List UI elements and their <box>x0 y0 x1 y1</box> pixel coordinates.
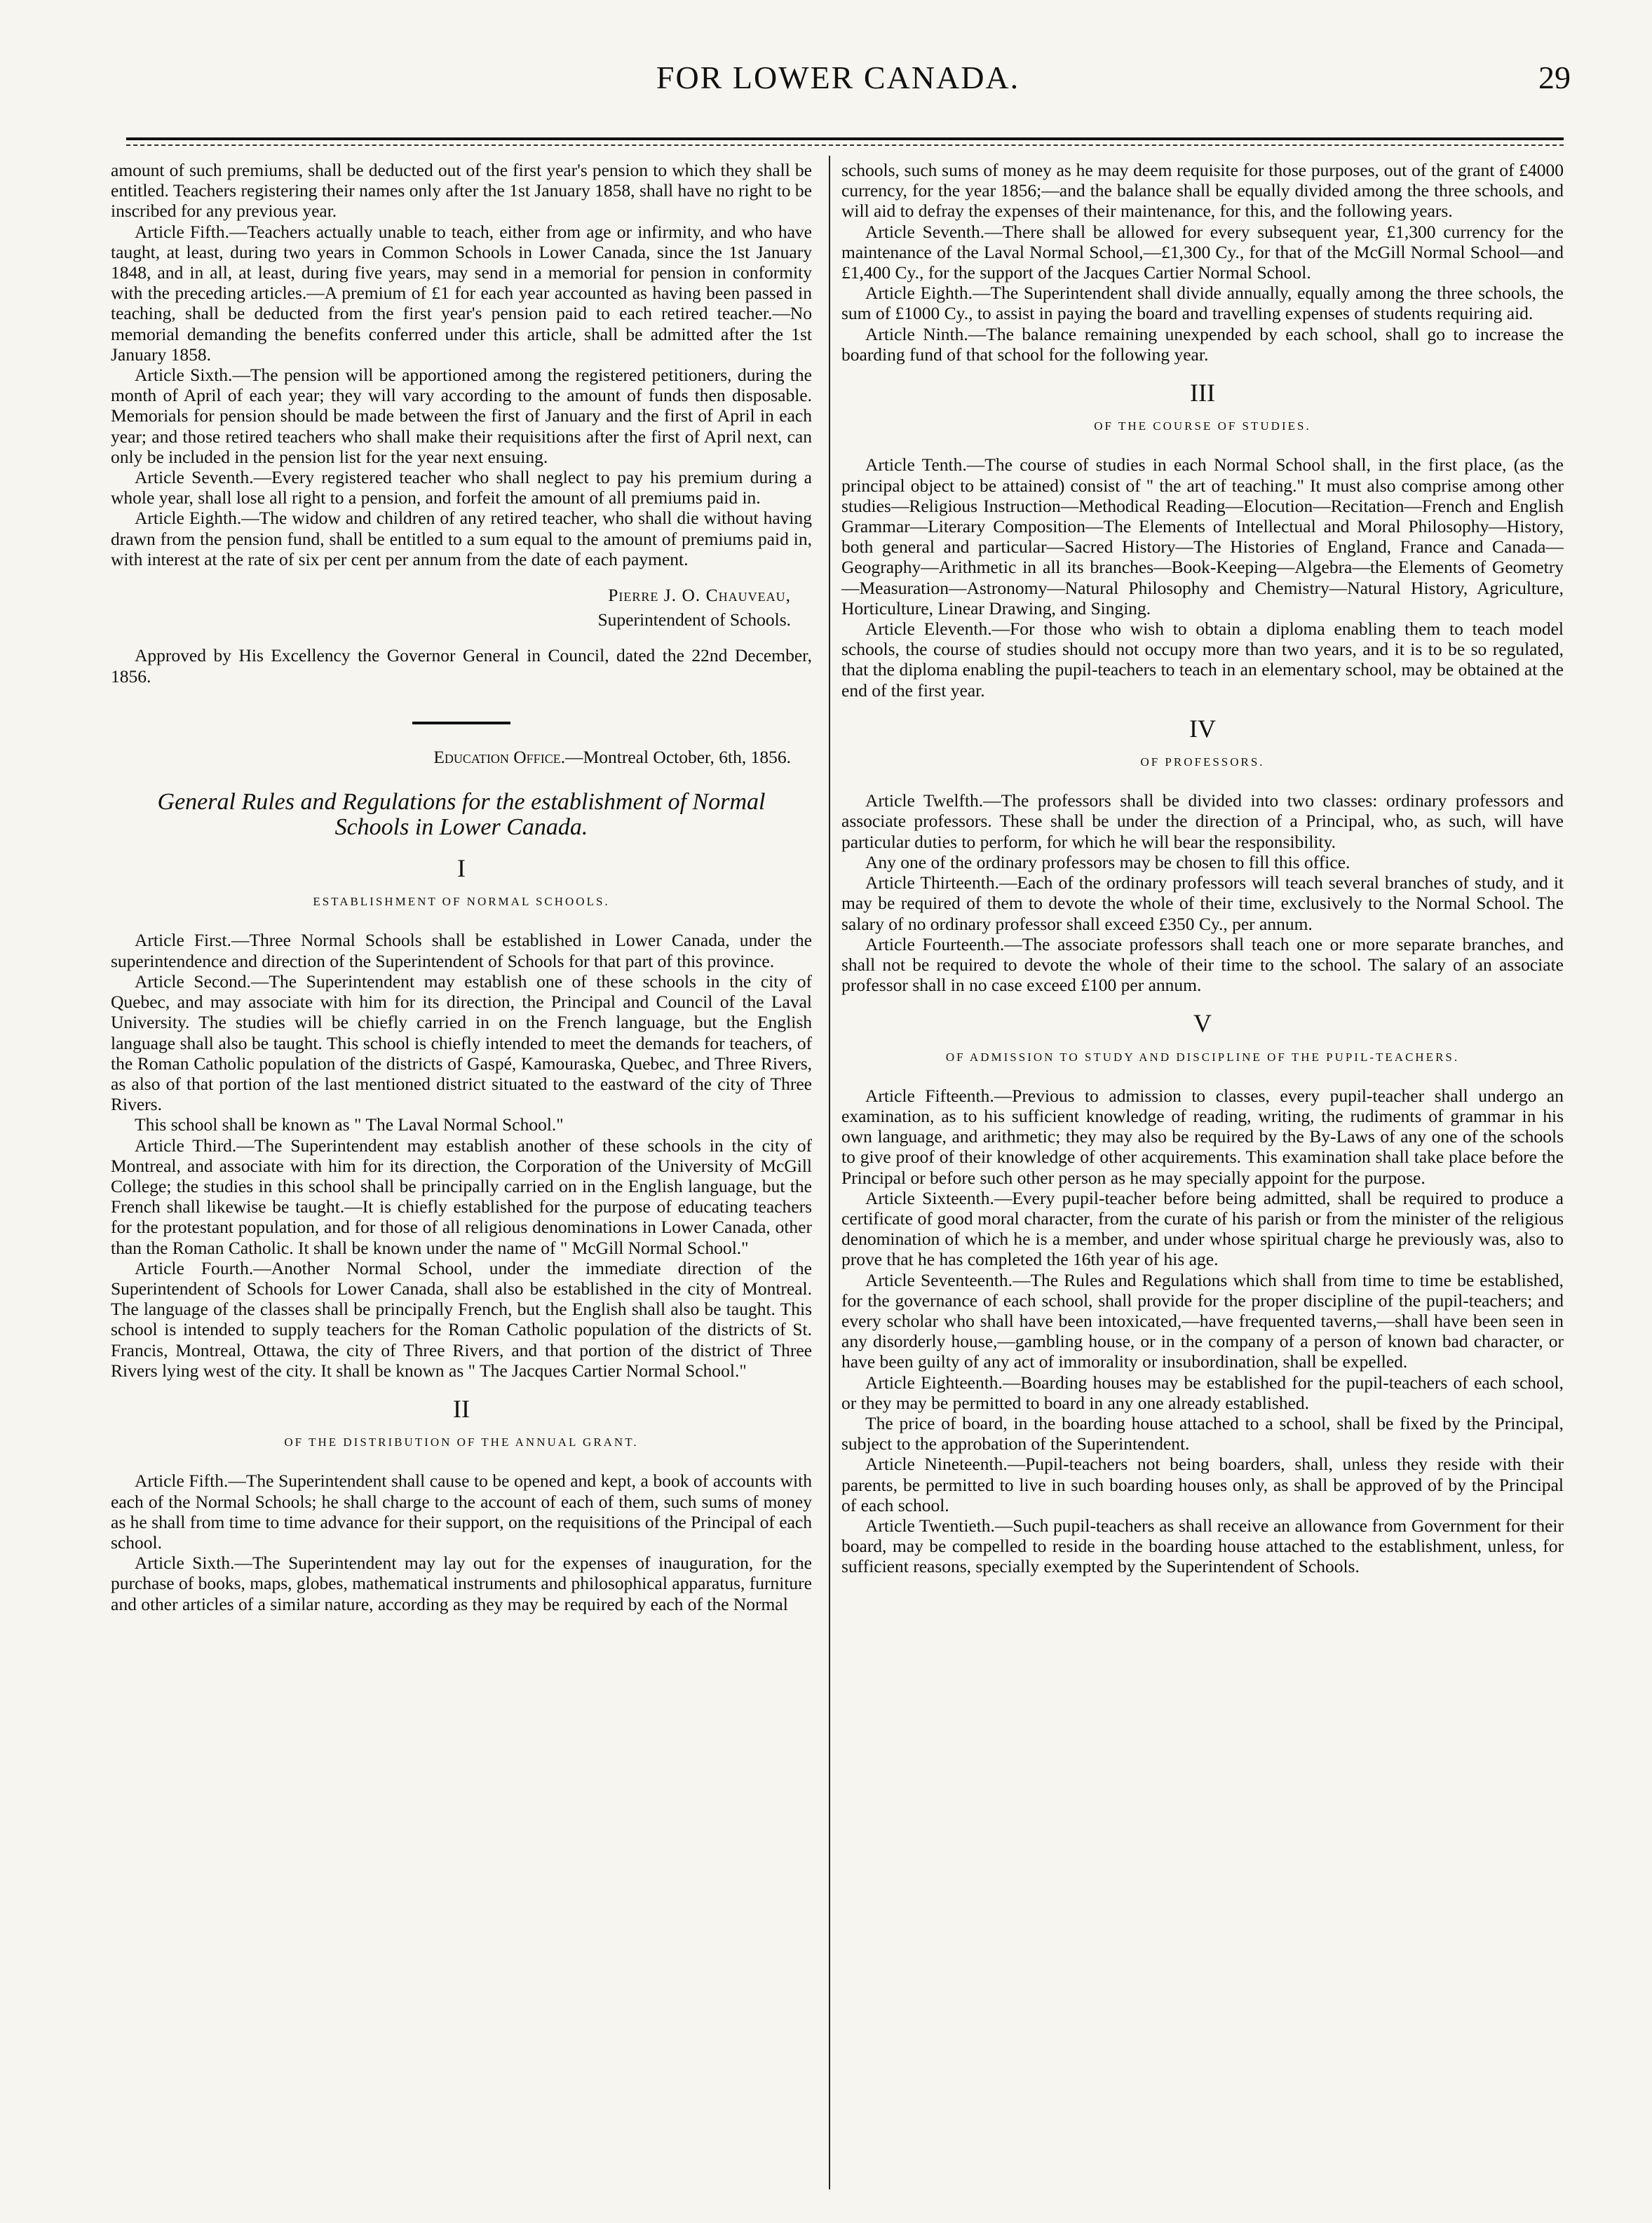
paragraph: Article Seventh.—There shall be allowed for every subsequent year, £1,300 currency for the maintenance of the Laval Normal School,—£1,300 Cy., for that of the McGill Normal School—and £1,400 Cy., for the support of the Jacques Cartier Normal School. <box>841 221 1564 283</box>
section-divider <box>412 722 510 724</box>
section-number: I <box>457 854 466 883</box>
office-date: —Montreal October, 6th, 1856. <box>565 746 791 767</box>
right-column <box>841 160 1564 1577</box>
paragraph: Article Fourteenth.—The associate professors shall teach one or more separate branches, and shall not be required to devote the whole of their time to the school. The salary of an associate professor shall in no case exceed £100 per annum. <box>841 933 1564 996</box>
paragraph: Article Seventh.—Every registered teacher who shall neglect to pay his premium during a whole year, shall lose all right to a pension, and forfeit the amount of all premiums paid in. <box>111 467 812 508</box>
section-heading: OF THE COURSE OF STUDIES. <box>1094 419 1311 433</box>
header-rule-dashed <box>126 144 1564 146</box>
signature-title: Superintendent of Schools. <box>597 609 791 630</box>
paragraph: Article Sixth.—The pension will be apportioned among the registered petitioners, during the month of April of each year; they will vary according to the amount of funds then disposable. Memorials for pension should be made between the first of January and the first of April in each year; and those retired teachers who shall make their requisitions after the first of April next, can only be included in the pension list for the year next ensuing. <box>111 365 812 467</box>
paragraph: Article Eleventh.—For those who wish to obtain a diploma enabling them to teach model schools, the course of studies should not occupy more than two years, and it is to be so regulated, that the diploma enabling the pupil-teachers to teach in an elementary school, may be obtained at the end of the first year. <box>841 619 1564 701</box>
column-divider <box>829 156 830 2189</box>
section-number: IV <box>1189 714 1216 743</box>
paragraph: Any one of the ordinary professors may be chosen to fill this office. <box>865 851 1350 872</box>
section-heading: ESTABLISHMENT OF NORMAL SCHOOLS. <box>313 895 610 909</box>
page-number: 29 <box>1538 60 1571 95</box>
paragraph: Article Fifth.—The Superintendent shall cause to be opened and kept, a book of accounts with each of the Normal Schools; he shall charge to the account of each of them, such sums of money as he shall from time to time advance for their support, on the requisitions of the Principal of each school. <box>111 1471 812 1553</box>
signature-name: Pierre J. O. Chauveau, <box>608 585 791 606</box>
paragraph: Article Eighteenth.—Boarding houses may be established for the pupil-teachers of each school, or they may be permitted to board in any one already established. <box>841 1372 1564 1413</box>
office-dateline <box>111 747 791 767</box>
paragraph: schools, such sums of money as he may deem requisite for those purposes, out of the grant of £4000 currency, for the year 1856;—and the balance shall be equally divided among the three schools, and will aid to defray the expenses of their maintenance, for this, and the following years. <box>841 160 1564 222</box>
paragraph: Article Thirteenth.—Each of the ordinary professors will teach several branches of study, and it may be required of them to devote the whole of their time, exclusively to the Normal School. The salary of no ordinary professor shall exceed £350 Cy., per annum. <box>841 872 1564 934</box>
section-number: II <box>453 1394 470 1423</box>
left-column <box>111 160 812 1614</box>
section-number: V <box>1193 1009 1212 1038</box>
paragraph: Article Twentieth.—Such pupil-teachers as shall receive an allowance from Government for their board, may be compelled to reside in the boarding house attached to the establishment, unless, for sufficient reasons, specially exempted by the Superintendent of Schools. <box>841 1515 1564 1577</box>
paragraph: Article Ninth.—The balance remaining unexpended by each school, shall go to increase the boarding fund of that school for the following year. <box>841 323 1564 365</box>
paragraph: Article Twelfth.—The professors shall be divided into two classes: ordinary professors and associate professors. These shall be under the direction of a Principal, who, as such, will have particular duties to perform, for which he will bear the responsibility. <box>841 790 1564 852</box>
paragraph: Article Second.—The Superintendent may establish one of these schools in the city of Quebec, and may associate with him for its direction, the Principal and Council of the Laval University. The studies will be chiefly carried in on the French language, but the English language shall also be taught. This school is chiefly intended to meet the demands for teachers, of the Roman Catholic population of the districts of Gaspé, Kamouraska, Quebec, and Three Rivers, as also of that portion of the last mentioned district situated to the eastward of the city of Three Rivers. <box>111 971 812 1115</box>
paragraph: Article Sixteenth.—Every pupil-teacher before being admitted, shall be required to produce a certificate of good moral character, from the curate of his parish or from the minister of the religious denomination of which he is a member, and under whose spiritual charge he previously was, also to prove that he has completed the 16th year of his age. <box>841 1187 1564 1270</box>
paragraph: Article Fifth.—Teachers actually unable to teach, either from age or infirmity, and who have taught, at least, during two years in Common Schools in Lower Canada, since the 1st January 1848, and in all, at least, during five years, may send in a memorial for pension in conformity with the preceding articles.—A premium of £1 for each year accounted as having been passed in teaching, shall be deducted from the first year's pension paid to each retired teacher.—No memorial demanding the benefits conferred under this article, shall be admitted after the 1st January 1858. <box>111 221 812 365</box>
header-rule <box>126 137 1564 140</box>
paragraph: Article First.—Three Normal Schools shall be established in Lower Canada, under the superintendence and direction of the Superintendent of Schools for that part of this province. <box>111 930 812 971</box>
paragraph: Article Nineteenth.—Pupil-teachers not being boarders, shall, unless they reside with their parents, be permitted to live in such boarding houses only, as shall be approved of by the Principal of each school. <box>841 1454 1564 1515</box>
paragraph: Article Seventeenth.—The Rules and Regulations which shall from time to time be established, for the governance of each school, shall provide for the proper discipline of the pupil-teachers; and every scholar who shall have been intoxicated,—have frequented taverns,—shall have been seen in any disorderly house,—gambling house, or in the company of a person of known bad character, or have been guilty of any act of immorality or insubordination, shall be expelled. <box>841 1269 1564 1372</box>
paragraph: amount of such premiums, shall be deducted out of the first year's pension to which they shall be entitled. Teachers registering their names only after the 1st January 1858, shall have no right to be inscribed for any previous year. <box>111 160 812 222</box>
approval-note: Approved by His Excellency the Governor General in Council, dated the 22nd December, 1856. <box>111 645 812 687</box>
paragraph: This school shall be known as " The Laval Normal School." <box>135 1114 564 1135</box>
section-number: III <box>1190 379 1215 407</box>
document-title: General Rules and Regulations for the establishment of Normal Schools in Lower Canada. <box>157 789 766 841</box>
section-heading: OF PROFESSORS. <box>1140 755 1265 769</box>
page-header <box>105 59 1571 115</box>
office-label: Education Office. <box>433 746 566 767</box>
paragraph: Article Eighth.—The Superintendent shall divide annually, equally among the three schools, the sum of £1000 Cy., to assist in paying the board and travelling expenses of students requiring aid. <box>841 283 1564 324</box>
paragraph: Article Tenth.—The course of studies in each Normal School shall, in the first place, (as the principal object to be attained) consist of " the art of teaching." It must also comprise among other studies—Religious Instruction—Methodical Reading—Elocution—Recitation—French and English Grammar—Literary Composition—The Elements of Intellectual and Moral Philosophy—History, both general and particular—Sacred History—The Histories of England, France and Canada—Geography—Arithmetic in all its branches—Book-Keeping—Algebra—the Elements of Geometry—Measuration—Astronomy—Natural Philosophy and Chemistry—Natural History, Agriculture, Horticulture, Linear Drawing, and Singing. <box>841 454 1564 619</box>
running-head: FOR LOWER CANADA. <box>656 60 1020 95</box>
paragraph: Article Fourth.—Another Normal School, under the immediate direction of the Superintendent of Schools for Lower Canada, shall also be established in the city of Montreal. The language of the classes shall be principally French, but the English shall also be taught. This school is intended to supply teachers for the Roman Catholic population of the districts of St. Francis, Montreal, Ottawa, the city of Three Rivers, and that portion of the district of Three Rivers lying west of the city. It shall be known as " The Jacques Cartier Normal School." <box>111 1257 812 1381</box>
paragraph: Article Sixth.—The Superintendent may lay out for the expenses of inauguration, for the purchase of books, maps, globes, mathematical instruments and philosophical apparatus, furniture and other articles of a similar nature, according as they may be required by each of the Normal <box>111 1553 812 1614</box>
paragraph: The price of board, in the boarding house attached to a school, shall be fixed by the Principal, subject to the approbation of the Superintendent. <box>841 1412 1564 1454</box>
paragraph: Article Eighth.—The widow and children of any retired teacher, who shall die without having drawn from the pension fund, shall be entitled to a sum equal to the amount of premiums paid in, with interest at the rate of six per cent per annum from the date of each payment. <box>111 508 812 569</box>
section-heading: OF ADMISSION TO STUDY AND DISCIPLINE OF THE PUPIL-TEACHERS. <box>945 1050 1460 1064</box>
section-heading: OF THE DISTRIBUTION OF THE ANNUAL GRANT. <box>284 1435 639 1450</box>
paragraph: Article Third.—The Superintendent may establish another of these schools in the city of Montreal, and associate with him for its direction, the Corporation of the University of McGill College; the studies in this school shall be principally carried on in the English language, but the French shall likewise be taught.—It is chiefly established for the purpose of educating teachers for the protestant population, and for those of all religious denominations in Lower Canada, other than the Roman Catholic. It shall be known under the name of " McGill Normal School." <box>111 1135 812 1258</box>
paragraph: Article Fifteenth.—Previous to admission to classes, every pupil-teacher shall undergo an examination, as to his sufficient knowledge of reading, writing, the rudiments of grammar in his own language, and arithmetic; they may also be required by the By-Laws of any one of the schools to give proof of their knowledge of other acquirements. This examination shall take place before the Principal or before such other person as he may specially appoint for the purpose. <box>841 1085 1564 1188</box>
